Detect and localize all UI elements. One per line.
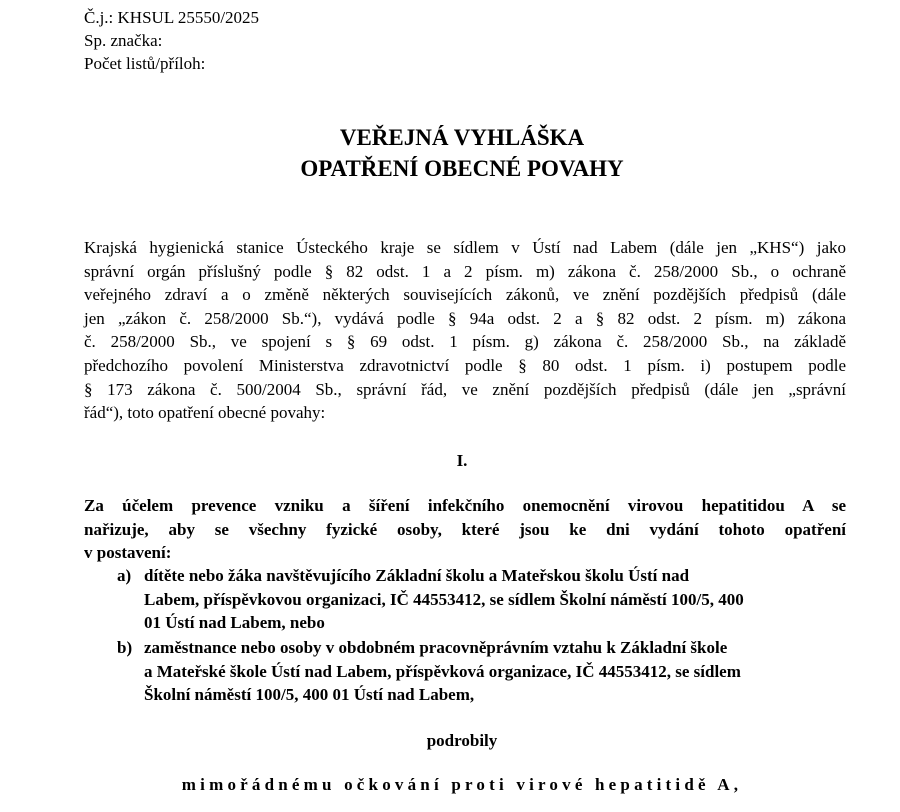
- list-item-text: [144, 564, 744, 635]
- reference-number: Č.j.: KHSUL 25550/2025: [84, 8, 260, 27]
- podrobily-heading: podrobily: [426, 731, 498, 750]
- document-metadata: [84, 6, 259, 75]
- list-item-line: Školní náměstí 100/5, 400 01 Ústí nad Labem,: [144, 685, 475, 705]
- document-subtitle: OPATŘENÍ OBECNÉ POVAHY: [300, 156, 624, 181]
- list-item-line: Labem, příspěvkovou organizaci, IČ 44553412, se sídlem Školní náměstí 100/5, 400: [144, 589, 744, 609]
- intro-line: správní orgán příslušný podle § 82 odst. 1 a 2 písm. m) zákona č. 258/2000 Sb., o ochraně: [84, 261, 846, 281]
- list-item-marker: b): [117, 638, 133, 657]
- intro-line: veřejného zdraví a o změně některých souvisejících zákonů, ve znění pozdějších předpisů (dále: [84, 285, 846, 305]
- decree-line: Za účelem prevence vzniku a šíření infekčního onemocnění virovou hepatitidou A se: [84, 496, 846, 515]
- list-item-text: [144, 636, 741, 707]
- list-item-marker: a): [117, 566, 132, 585]
- intro-line: Krajská hygienická stanice Ústeckého kraje se sídlem v Ústí nad Labem (dále jen „KHS“) jako: [84, 238, 846, 257]
- list-item-line: 01 Ústí nad Labem, nebo: [144, 613, 325, 633]
- intro-line: řád“), toto opatření obecné povahy:: [84, 403, 326, 423]
- decree-line: v postavení:: [84, 543, 172, 563]
- list-item: [117, 564, 857, 635]
- intro-paragraph: [84, 236, 846, 425]
- section-number: I.: [456, 451, 468, 470]
- intro-line: č. 258/2000 Sb., ve spojení s § 69 odst. 1 písm. g) zákona č. 258/2000 Sb., na základě: [84, 332, 846, 352]
- document-title: VEŘEJNÁ VYHLÁŠKA: [339, 125, 585, 150]
- page-attachment-count: Počet listů/příloh:: [84, 54, 206, 73]
- decree-paragraph: [84, 494, 846, 565]
- intro-line: jen „zákon č. 258/2000 Sb.“), vydává podle § 94a odst. 2 a § 82 odst. 2 písm. m) zákona: [84, 308, 846, 328]
- decree-line: nařizuje, aby se všechny fyzické osoby, které jsou ke dni vydání tohoto opatření: [84, 519, 846, 539]
- intro-line: § 173 zákona č. 500/2004 Sb., správní řád, ve znění pozdějších předpisů (dále jen „správní: [84, 379, 846, 399]
- vaccination-heading: mimořádnému očkování proti virové hepatitidě A,: [181, 775, 743, 794]
- intro-line: předchozího povolení Ministerstva zdravotnictví podle § 80 odst. 1 písm. i) postupem podle: [84, 355, 846, 375]
- list-item-line: a Mateřské škole Ústí nad Labem, příspěvková organizace, IČ 44553412, se sídlem: [144, 661, 741, 681]
- list-item-line: dítěte nebo žáka navštěvujícího Základní školu a Mateřskou školu Ústí nad: [144, 566, 690, 585]
- list-item: [117, 636, 857, 707]
- file-mark: Sp. značka:: [84, 31, 163, 50]
- list-item-line: zaměstnance nebo osoby v obdobném pracovněprávním vztahu k Základní škole: [144, 638, 728, 657]
